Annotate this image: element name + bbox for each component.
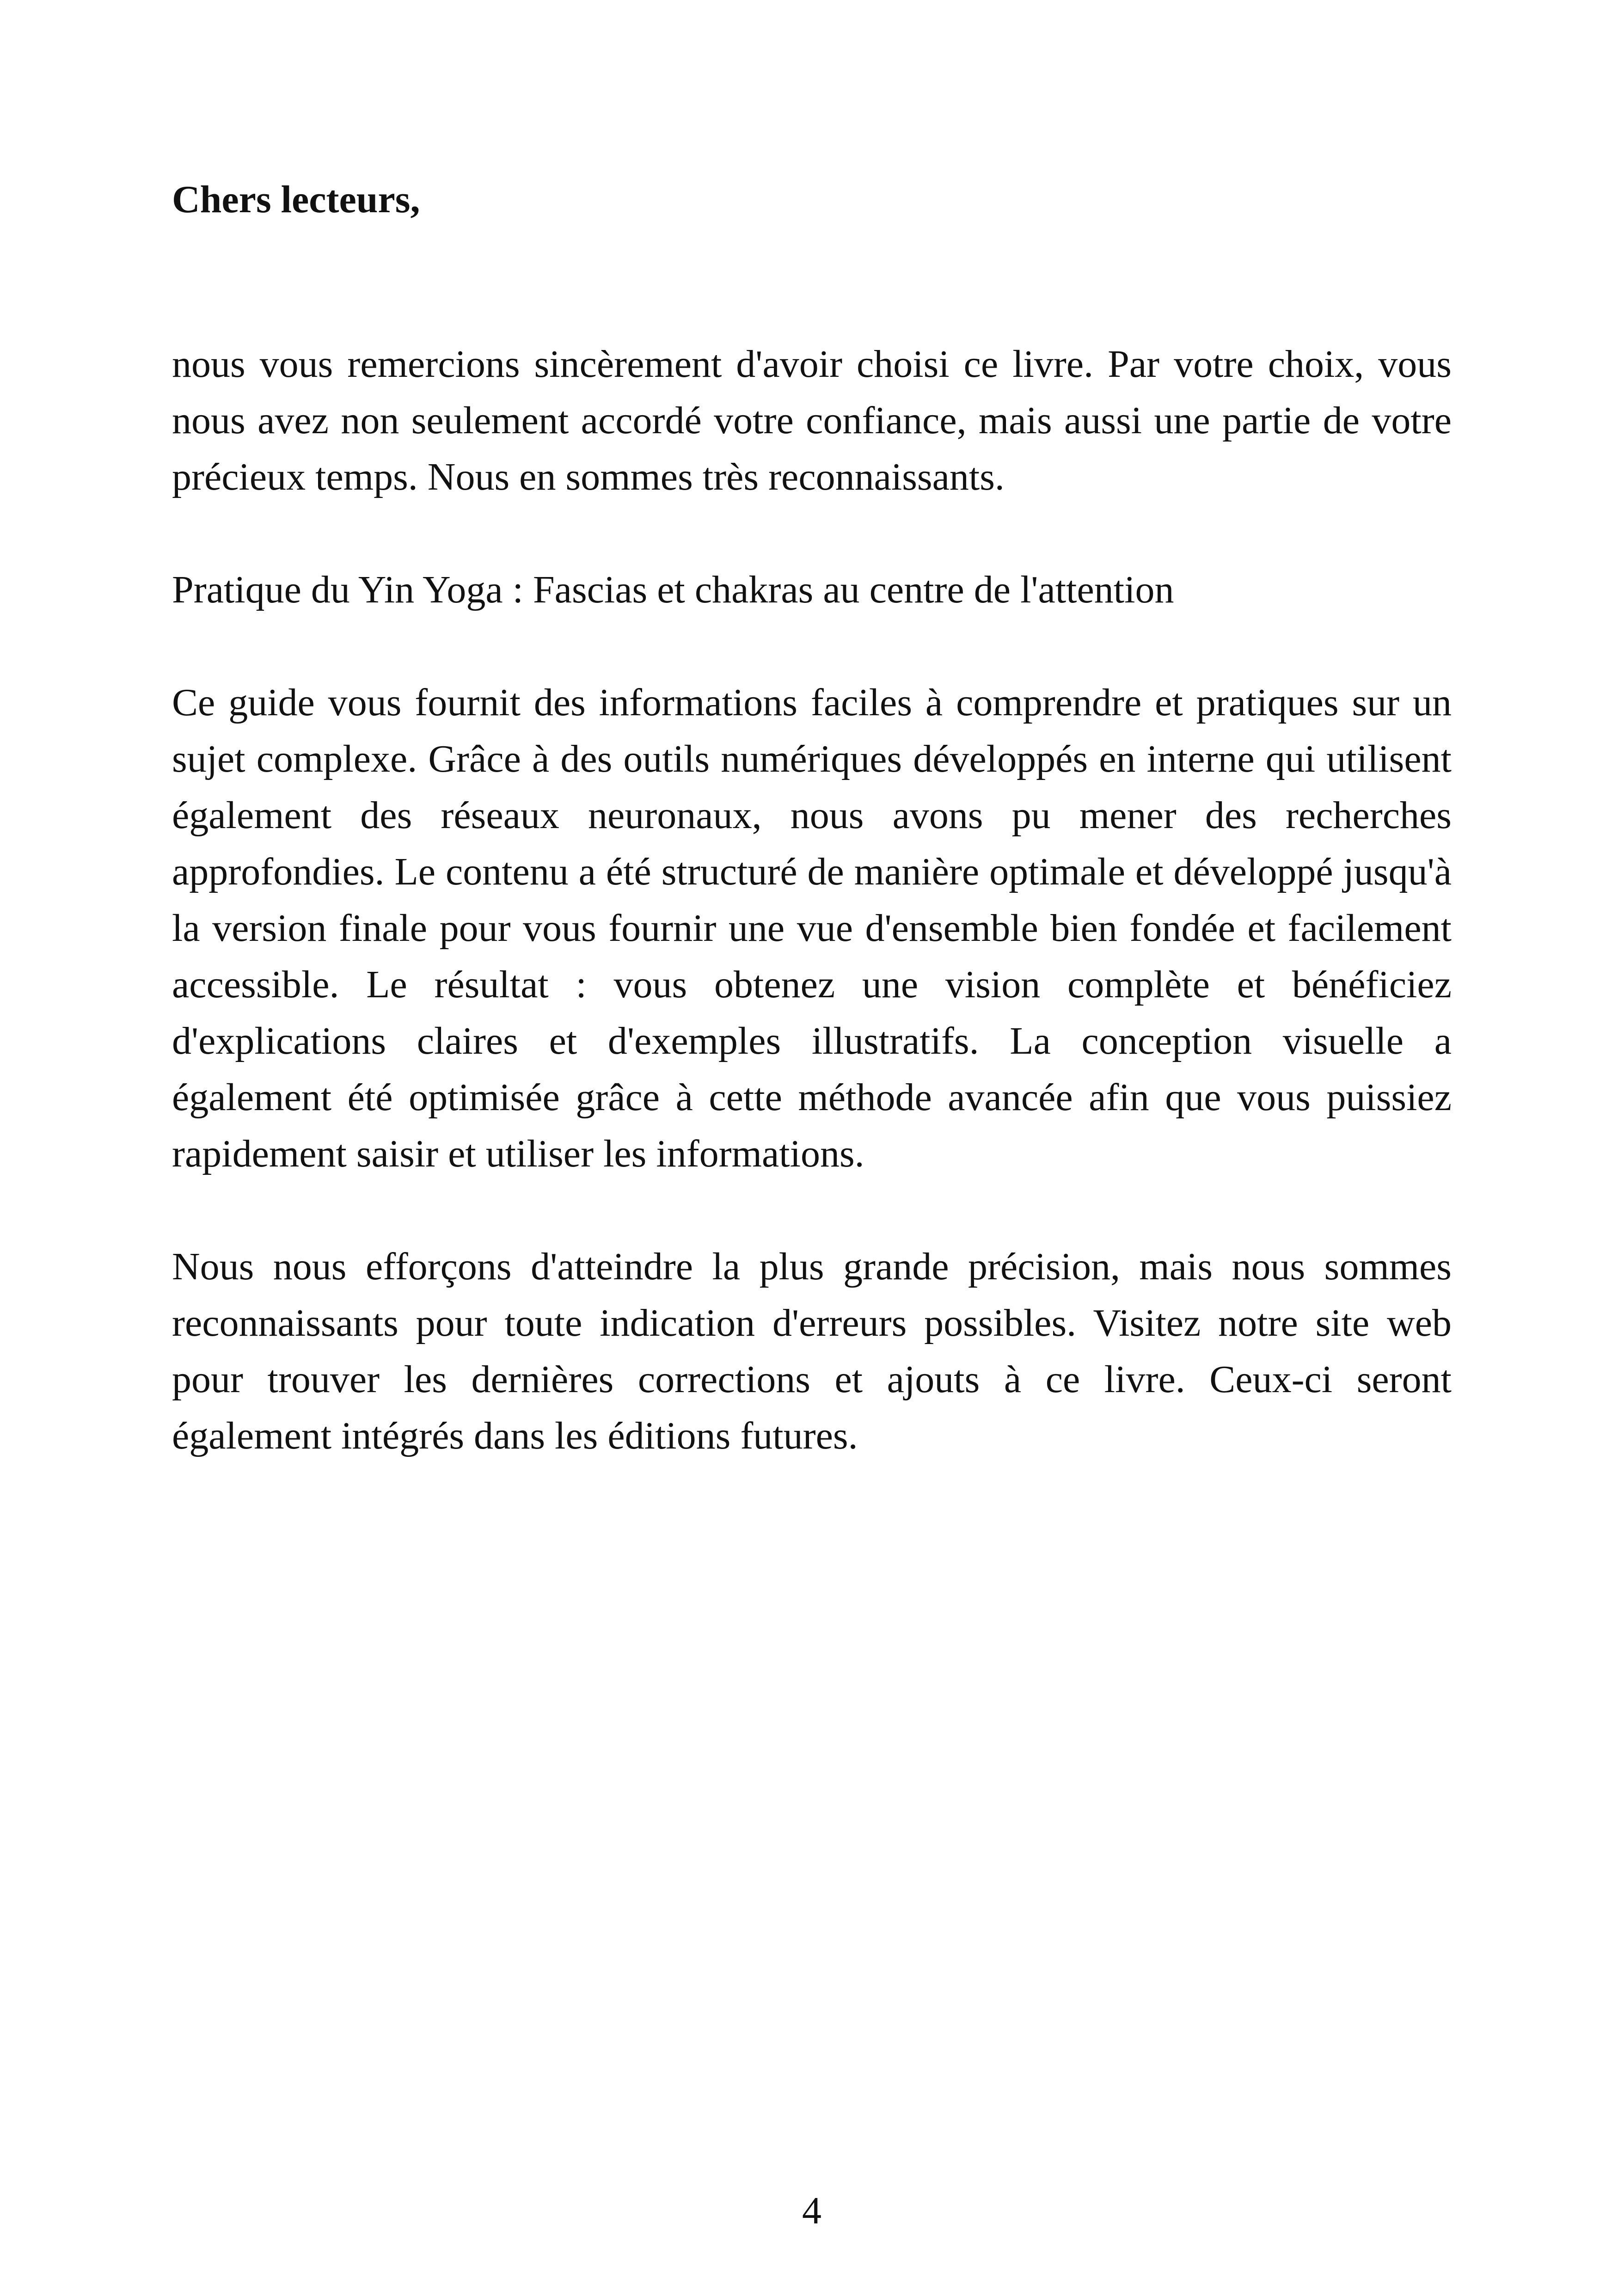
intro-paragraph: nous vous remercions sincèrement d'avoir choisi ce livre. Par votre choix, vous nous avez non seulement accordé votre confiance, mais aussi une partie de votre précieux temps. Nous en sommes très reconnaissants. [172,343,1452,498]
document-page [172,0,1452,2296]
page-number: 4 [802,2189,821,2232]
accuracy-paragraph: Nous nous efforçons d'atteindre la plus grande précision, mais nous sommes reconnaissants pour toute indication d'erreurs possibles. Visitez notre site web pour trouver les dernières corrections et ajouts à ce livre. Ceux-ci seront également intégrés dans les éditions futures. [172,1245,1452,1457]
greeting-heading: Chers lecteurs, [172,178,420,221]
guide-description-paragraph: Ce guide vous fournit des informations faciles à comprendre et pratiques sur un sujet complexe. Grâce à des outils numériques développés en interne qui utilisent également des réseaux neuronaux, nous avons pu mener des recherches approfondies. Le contenu a été structuré de manière optimale et développé jusqu'à la version finale pour vous fournir une vue d'ensemble bien fondée et facilement accessible. Le résultat : vous obtenez une vision complète et bénéficiez d'explications claires et d'exemples illustratifs. La conception visuelle a également été optimisée grâce à cette méthode avancée afin que vous puissiez rapidement saisir et utiliser les informations. [172,681,1452,1175]
body-text [172,336,1452,1521]
book-title-line: Pratique du Yin Yoga : Fascias et chakras au centre de l'attention [172,568,1174,611]
